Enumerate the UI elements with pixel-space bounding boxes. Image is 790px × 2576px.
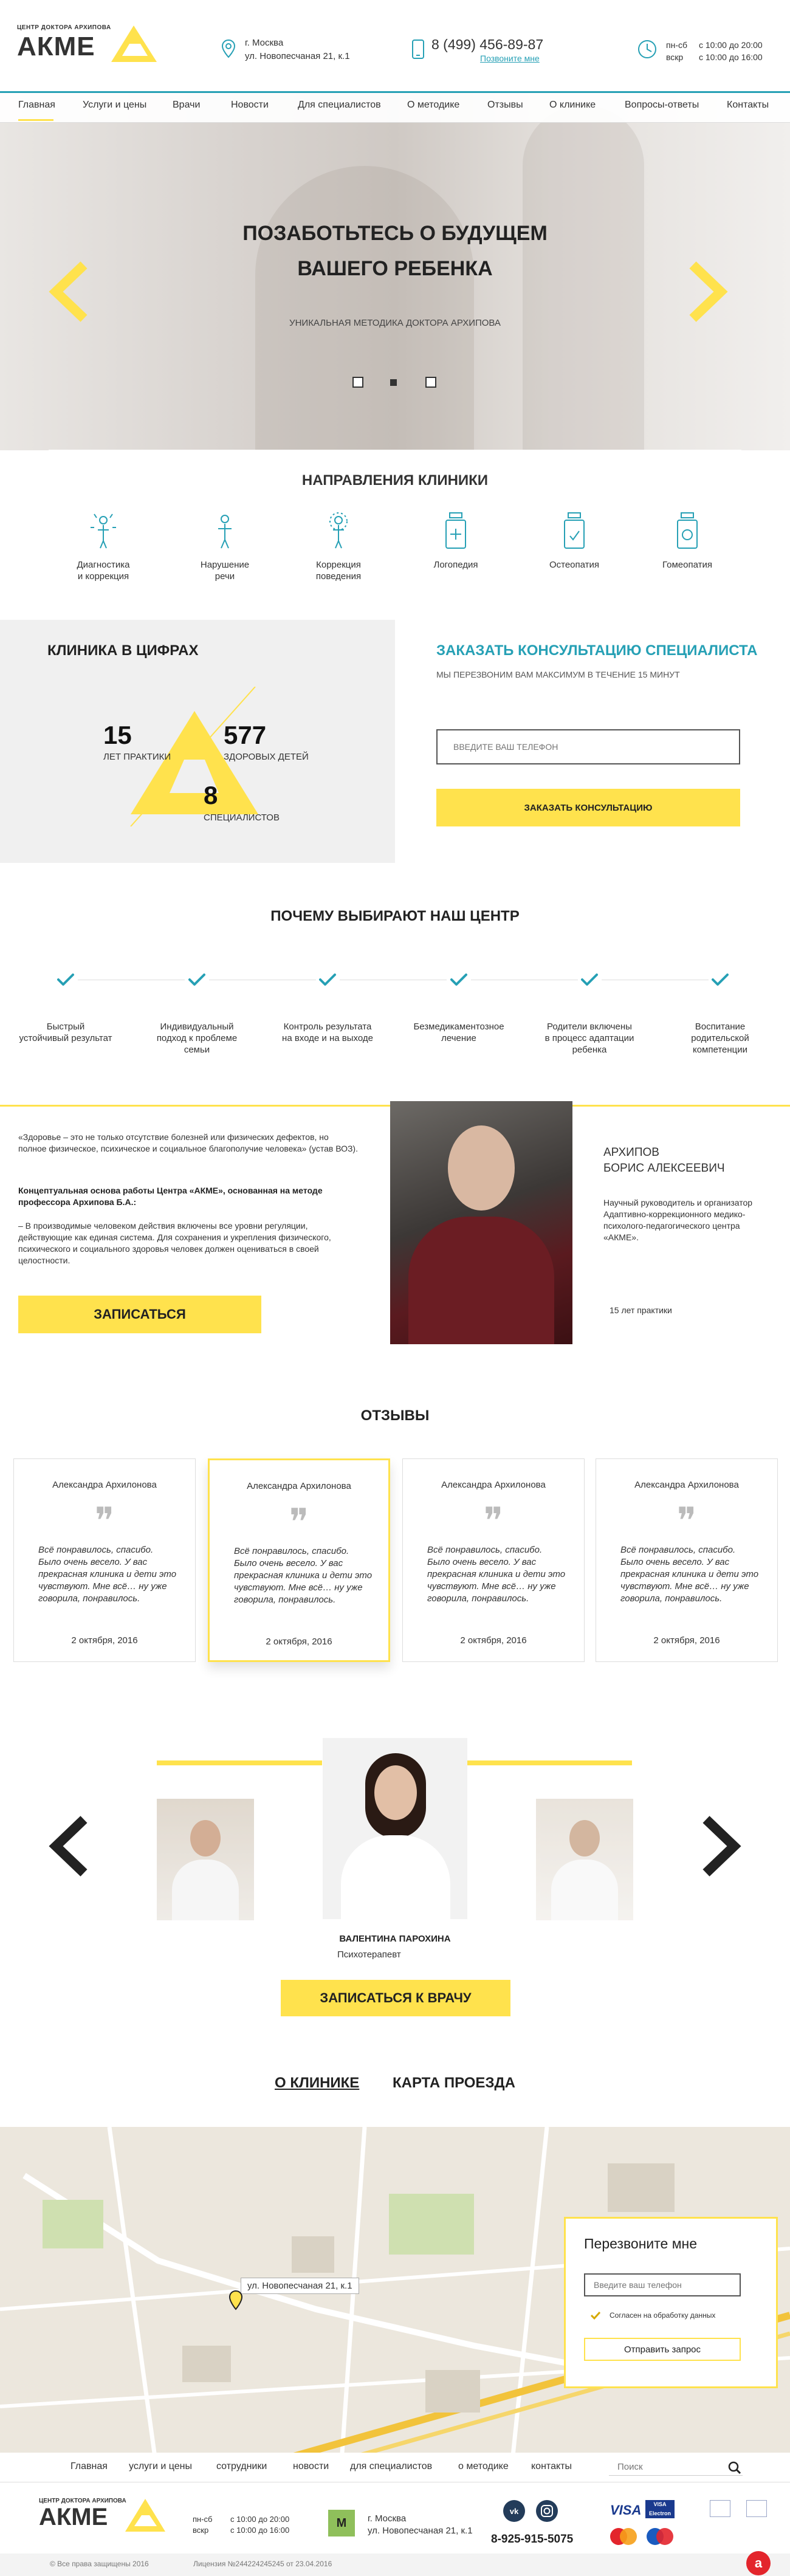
footer-nav-method[interactable]: о методике <box>458 2461 509 2471</box>
direction-speech[interactable]: Нарушение речи <box>200 560 250 582</box>
review-card[interactable] <box>13 1458 196 1662</box>
doctor-photo-active[interactable] <box>323 1738 467 1919</box>
footer-search <box>609 2453 773 2482</box>
person-icon[interactable] <box>204 509 246 552</box>
footer-nav-contacts[interactable]: контакты <box>531 2461 572 2471</box>
hours-time-2: с 10:00 до 16:00 <box>699 52 763 62</box>
review-author: Александра Архилонова <box>634 1480 739 1490</box>
founder-photo <box>390 1101 572 1344</box>
review-card[interactable] <box>596 1458 778 1662</box>
consult-submit-button[interactable]: ЗАКАЗАТЬ КОНСУЛЬТАЦИЮ <box>436 789 740 826</box>
clock-icon <box>637 39 658 60</box>
why-item: Воспитание родительской компетенции <box>691 1022 749 1055</box>
review-text: Всё понравилось, спасибо. Было очень весело. У вас прекрасная клиника и дети это чувствуют. Мне всё… ну уже говорила, понравилось. <box>620 1545 759 1604</box>
nav-divider <box>0 122 790 123</box>
tab-directions-map[interactable]: КАРТА ПРОЕЗДА <box>393 2075 515 2091</box>
hero-title-line1: ПОЗАБОТЬТЕСЬ О БУДУЩЕМ <box>242 222 548 245</box>
vk-icon[interactable]: vk <box>503 2500 525 2522</box>
bottle-icon[interactable] <box>553 509 596 552</box>
numbers-title: КЛИНИКА В ЦИФРАХ <box>47 642 199 659</box>
why-item: Быстрый устойчивый результат <box>19 1022 112 1043</box>
footer-days-2: вскр <box>193 2526 209 2535</box>
tab-about-clinic[interactable]: О КЛИНИКЕ <box>275 2075 360 2091</box>
hero-next-arrow-icon[interactable] <box>687 261 729 322</box>
nav-item-home[interactable]: Главная <box>18 100 55 110</box>
review-author: Александра Архилонова <box>52 1480 157 1490</box>
doctors-line-right <box>467 1760 632 1765</box>
doctors-line-left <box>157 1760 322 1765</box>
directions-title: НАПРАВЛЕНИЯ КЛИНИКИ <box>301 472 489 489</box>
review-date: 2 октября, 2016 <box>266 1637 332 1647</box>
review-card[interactable] <box>402 1458 585 1662</box>
nav-item-news[interactable]: Новости <box>231 100 269 110</box>
children-value: 577 <box>224 721 267 749</box>
review-date: 2 октября, 2016 <box>71 1635 138 1646</box>
doctor-role: Психотерапевт <box>337 1949 401 1960</box>
consult-subtitle: МЫ ПЕРЕЗВОНИМ ВАМ МАКСИМУМ В ТЕЧЕНИЕ 15 МИНУТ <box>436 670 680 679</box>
doctors-next-arrow-icon[interactable] <box>700 1816 743 1877</box>
nav-item-doctors[interactable]: Врачи <box>173 100 201 110</box>
reviews-title: ОТЗЫВЫ <box>360 1407 430 1424</box>
why-item: Индивидуальный подход к проблеме семьи <box>156 1022 238 1055</box>
doctors-prev-arrow-icon[interactable] <box>47 1816 90 1877</box>
mastercard-icon <box>608 2527 639 2546</box>
bottle-icon[interactable] <box>434 509 477 552</box>
footer-logo-triangle-icon <box>125 2499 165 2532</box>
hours-days-2: вскр <box>666 52 684 62</box>
nav-item-faq[interactable]: Вопросы-ответы <box>625 100 699 110</box>
bottle-icon[interactable] <box>666 509 709 552</box>
check-icon <box>318 972 337 987</box>
nav-home-underline <box>18 119 53 121</box>
footer-nav-staff[interactable]: сотрудники <box>216 2461 267 2471</box>
years-value: 15 <box>103 721 132 749</box>
review-author: Александра Архилонова <box>441 1480 546 1490</box>
map-marker-label[interactable]: ул. Новопесчаная 21, к.1 <box>241 2278 359 2294</box>
founder-photo-body <box>408 1217 554 1344</box>
quote-icon: ❞ <box>676 1500 697 1542</box>
review-date: 2 октября, 2016 <box>653 1635 720 1646</box>
license: Лицензия №244224245245 от 23.04.2016 <box>193 2560 332 2568</box>
direction-behavior[interactable]: Коррекция поведения <box>315 560 362 582</box>
specialists-label: СПЕЦИАЛИСТОВ <box>204 812 280 823</box>
review-card-active[interactable] <box>208 1458 390 1662</box>
founder-basis: Концептуальная основа работы Центра «АКМЕ», основанная на методе профессора Архипова Б.А.: <box>18 1186 323 1207</box>
why-item: Родители включены в процесс адаптации ребенка <box>544 1022 634 1055</box>
logo-small-text: ЦЕНТР ДОКТОРА АРХИПОВА <box>17 24 111 31</box>
founder-quote: «Здоровье – это не только отсутствие болезней или физических дефектов, но полное физическое, психическое и социальное благополучие человека» (устав ВОЗ). <box>18 1132 358 1153</box>
counter-widget-2 <box>746 2500 767 2517</box>
counter-widget-1 <box>710 2500 730 2517</box>
visa-icon: VISA <box>610 2502 642 2518</box>
footer-city: г. Москва <box>368 2513 407 2524</box>
slider-dot-3[interactable] <box>425 377 436 388</box>
review-text: Всё понравилось, спасибо. Было очень весело. У вас прекрасная клиника и дети это чувствуют. Мне всё… ну уже говорила, понравилось. <box>38 1545 177 1604</box>
header-phone[interactable]: 8 (499) 456-89-87 <box>431 36 544 52</box>
footer-search-input[interactable] <box>609 2459 743 2476</box>
person-aura-icon[interactable] <box>317 509 360 552</box>
direction-homeopathy[interactable]: Гомеопатия <box>662 560 712 570</box>
check-icon <box>580 972 599 987</box>
review-date: 2 октября, 2016 <box>460 1635 527 1646</box>
footer-nav-news[interactable]: новости <box>293 2461 329 2471</box>
map-pin-icon[interactable] <box>228 2290 243 2310</box>
phone-icon <box>411 39 425 60</box>
visa-electron-icon: VISA Electron <box>645 2500 675 2518</box>
nav-item-method[interactable]: О методике <box>407 100 460 110</box>
book-doctor-button[interactable]: ЗАПИСАТЬСЯ К ВРАЧУ <box>281 1980 510 2016</box>
nav-item-specialists[interactable]: Для специалистов <box>298 100 381 110</box>
founder-surname: АРХИПОВ <box>603 1146 659 1159</box>
founder-practice: 15 лет практики <box>610 1305 672 1315</box>
direction-osteopathy[interactable]: Остеопатия <box>549 560 600 570</box>
callback-phone-input[interactable] <box>584 2273 741 2296</box>
footer-days-1: пн-сб <box>193 2515 213 2524</box>
nav-item-services[interactable]: Услуги и цены <box>83 100 147 110</box>
nav-item-reviews[interactable]: Отзывы <box>487 100 523 110</box>
check-icon <box>57 972 75 987</box>
founder-text: – В производимые человеком действия включены все уровни регуляции, действующие как единая система. Для сохранения и укрепления физического, психического и социального здоровья человек должен оцениваться в своей целостности. <box>18 1221 331 1265</box>
why-item: Контроль результата на входе и на выходе <box>282 1022 373 1043</box>
footer-phone[interactable]: 8-925-915-5075 <box>491 2533 574 2546</box>
maestro-icon <box>644 2527 676 2546</box>
nav-item-contacts[interactable]: Контакты <box>727 100 769 110</box>
founder-photo-head <box>448 1125 515 1211</box>
consult-title: ЗАКАЗАТЬ КОНСУЛЬТАЦИЮ СПЕЦИАЛИСТА <box>436 642 758 659</box>
header <box>0 0 790 91</box>
quote-icon: ❞ <box>94 1500 115 1542</box>
footer-logo-word: АКМЕ <box>39 2504 108 2530</box>
children-label: ЗДОРОВЫХ ДЕТЕЙ <box>224 752 309 762</box>
direction-logopedics[interactable]: Логопедия <box>433 560 478 570</box>
doctor-photo-right[interactable] <box>536 1799 633 1920</box>
why-item: Безмедикаментозное лечение <box>413 1022 504 1043</box>
doctor-active-face <box>374 1765 417 1820</box>
hours-time-1: с 10:00 до 20:00 <box>699 40 763 50</box>
footer-logo-small: ЦЕНТР ДОКТОРА АРХИПОВА <box>39 2498 126 2504</box>
callback-title: Перезвоните мне <box>584 2236 698 2251</box>
copyright: © Все права защищены 2016 <box>50 2560 149 2568</box>
footer-nav-home[interactable]: Главная <box>70 2461 108 2471</box>
footer-logo[interactable] <box>39 2498 167 2534</box>
years-label: ЛЕТ ПРАКТИКИ <box>103 752 171 762</box>
check-icon <box>188 972 206 987</box>
send-request-button[interactable]: Отправить запрос <box>584 2338 741 2361</box>
footer-nav-specialists[interactable]: для специалистов <box>350 2461 433 2471</box>
doctor-active-coat <box>341 1835 450 1919</box>
nav-item-clinic[interactable]: О клинике <box>549 100 596 110</box>
hours-days-1: пн-сб <box>666 40 687 50</box>
consult-phone-input[interactable] <box>436 729 740 764</box>
doctor-right-body <box>551 1860 618 1920</box>
quote-icon: ❞ <box>289 1501 309 1544</box>
logo-word: АКМЕ <box>17 32 95 61</box>
hero-title-line2: ВАШЕГО РЕБЕНКА <box>297 257 493 280</box>
instagram-icon[interactable] <box>536 2500 558 2522</box>
consent-check-icon[interactable] <box>590 2311 601 2320</box>
logo-triangle-icon <box>111 26 157 62</box>
review-author: Александра Архилонова <box>247 1481 351 1491</box>
doctor-left-head <box>190 1820 221 1856</box>
founder-role: Научный руководитель и организатор Адаптивно-коррекционного медико-психолого-педагогического центра «АКМЕ». <box>603 1198 753 1242</box>
signup-button[interactable]: ЗАПИСАТЬСЯ <box>18 1296 261 1333</box>
doctor-name: ВАЛЕНТИНА ПАРОХИНА <box>339 1934 451 1944</box>
doctor-left-body <box>172 1860 239 1920</box>
review-text: Всё понравилось, спасибо. Было очень весело. У вас прекрасная клиника и дети это чувствуют. Мне всё… ну уже говорила, понравилось. <box>234 1546 373 1605</box>
footer-time-2: с 10:00 до 16:00 <box>230 2526 290 2535</box>
location-pin-icon <box>221 39 236 58</box>
specialists-value: 8 <box>204 781 218 809</box>
founder-name: БОРИС АЛЕКСЕЕВИЧ <box>603 1162 725 1175</box>
direction-diagnostics[interactable]: Диагностика и коррекция <box>77 560 130 582</box>
slider-dot-2[interactable] <box>390 379 397 386</box>
logo[interactable] <box>17 24 157 64</box>
person-rays-icon[interactable] <box>82 509 125 552</box>
hero-figure-shape <box>255 166 474 450</box>
header-address: ул. Новопесчаная 21, к.1 <box>245 51 350 61</box>
callback-form <box>564 2217 778 2388</box>
hero-prev-arrow-icon[interactable] <box>47 261 90 322</box>
quote-icon: ❞ <box>483 1500 504 1542</box>
search-icon[interactable] <box>728 2461 741 2475</box>
doctor-right-head <box>569 1820 600 1856</box>
call-me-link[interactable]: Позвоните мне <box>480 53 540 63</box>
footer-time-1: с 10:00 до 20:00 <box>230 2515 290 2524</box>
metro-icon: М <box>328 2510 355 2537</box>
header-city: г. Москва <box>245 38 284 48</box>
main-nav <box>0 93 790 122</box>
why-title: ПОЧЕМУ ВЫБИРАЮТ НАШ ЦЕНТР <box>270 908 520 924</box>
developer-logo-icon[interactable]: a <box>746 2551 771 2575</box>
check-icon <box>450 972 468 987</box>
hero-subtitle: УНИКАЛЬНАЯ МЕТОДИКА ДОКТОРА АРХИПОВА <box>289 318 501 328</box>
footer-address: ул. Новопесчаная 21, к.1 <box>368 2526 473 2536</box>
consent-label: Согласен на обработку данных <box>610 2311 716 2320</box>
doctor-photo-left[interactable] <box>157 1799 254 1920</box>
slider-dot-1[interactable] <box>352 377 363 388</box>
review-text: Всё понравилось, спасибо. Было очень весело. У вас прекрасная клиника и дети это чувствуют. Мне всё… ну уже говорила, понравилось. <box>427 1545 566 1604</box>
check-icon <box>711 972 729 987</box>
footer-nav-services[interactable]: услуги и цены <box>129 2461 192 2471</box>
